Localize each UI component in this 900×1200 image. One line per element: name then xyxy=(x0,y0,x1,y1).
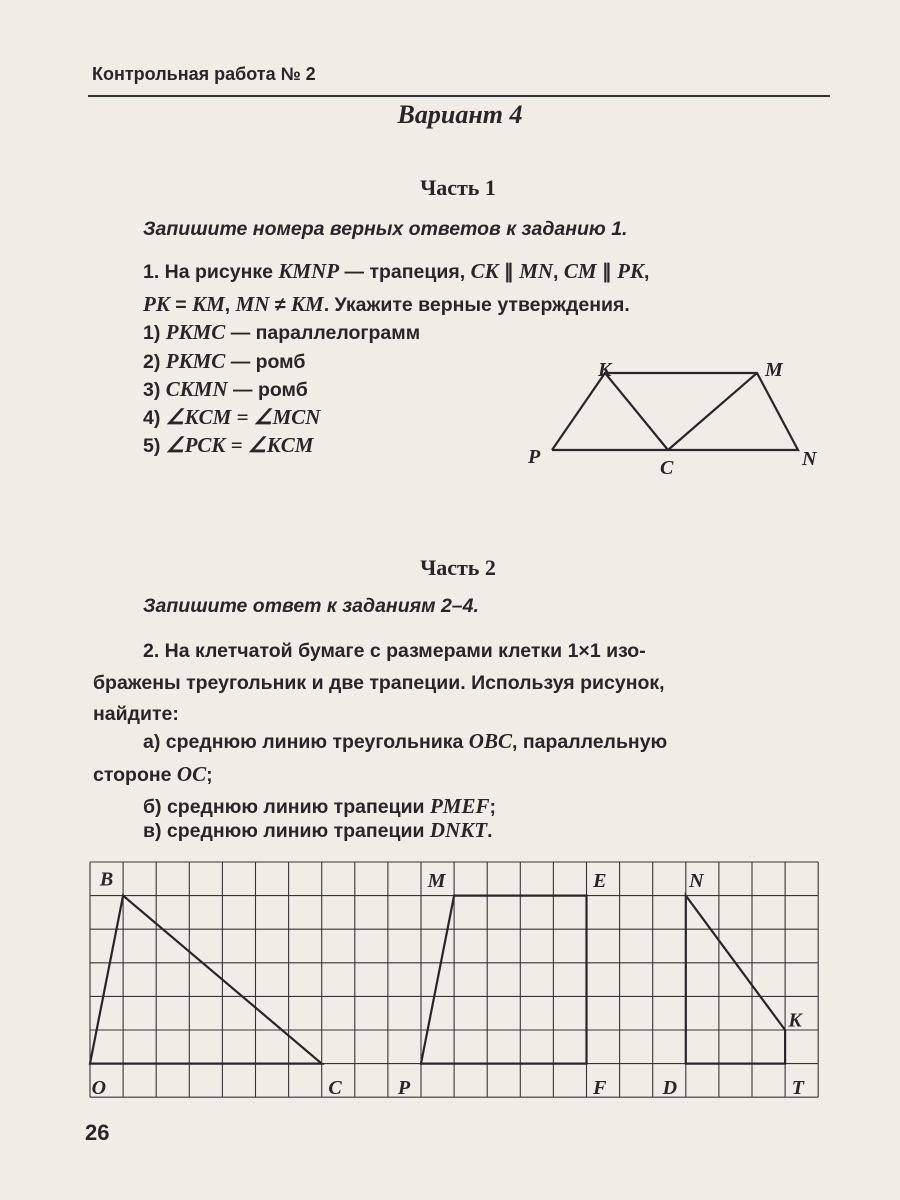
text-segment: — ромб xyxy=(225,351,306,373)
text-segment: ; xyxy=(489,796,496,818)
text-segment: в) среднюю линию трапеции xyxy=(143,820,430,842)
text-segment: = xyxy=(169,294,193,316)
grid-label-E: E xyxy=(593,870,607,893)
math-expression: DNKT xyxy=(429,818,488,842)
variant-title: Вариант 4 xyxy=(397,100,523,129)
text-segment: 3) xyxy=(143,379,166,401)
math-expression: KM xyxy=(291,292,324,316)
page-number: 26 xyxy=(85,1120,110,1145)
math-expression: OC xyxy=(176,762,207,786)
grid-label-D: D xyxy=(662,1076,678,1099)
text-segment: ≠ xyxy=(269,294,291,316)
part2-instruction: Запишите ответ к заданиям 2–4. xyxy=(143,595,479,617)
text-line xyxy=(93,762,213,787)
math-expression: CK xyxy=(470,259,499,283)
text-segment: 4) xyxy=(143,407,166,429)
label-P: P xyxy=(528,446,541,468)
trapezoid-PMEF xyxy=(421,896,587,1064)
text-line xyxy=(143,640,646,663)
text-segment: 1) xyxy=(143,322,166,344)
text-segment: — трапеция, xyxy=(339,261,471,283)
math-expression: PK xyxy=(617,259,644,283)
text-segment: ∥ xyxy=(596,261,618,283)
text-segment: . xyxy=(487,820,493,842)
trapezoid-lines xyxy=(552,373,798,450)
text-segment: ∥ xyxy=(498,261,520,283)
trapezoid-DNKT xyxy=(686,896,785,1064)
math-expression: CM xyxy=(563,259,597,283)
math-expression: MN xyxy=(235,292,270,316)
math-expression: CKMN xyxy=(165,377,228,401)
text-segment: , xyxy=(553,261,564,283)
grid-label-K: K xyxy=(788,1009,802,1032)
text-segment: — ромб xyxy=(227,379,308,401)
math-expression: OBC xyxy=(468,729,512,753)
math-expression: KMNP xyxy=(278,259,340,283)
grid-label-C: C xyxy=(328,1076,342,1099)
triangle-OBC xyxy=(90,896,322,1064)
text-segment: — параллелограмм xyxy=(225,322,421,344)
text-segment: стороне xyxy=(93,764,177,786)
grid-label-B: B xyxy=(99,868,114,891)
text-line xyxy=(93,703,179,726)
text-segment: 1. На рисунке xyxy=(143,261,279,283)
math-expression: ∠PCK = ∠KCM xyxy=(165,433,314,457)
math-expression: MN xyxy=(519,259,554,283)
text-line xyxy=(143,729,667,754)
label-N: N xyxy=(802,448,817,470)
math-expression: KM xyxy=(192,292,225,316)
text-segment: . Укажите верные утверждения. xyxy=(323,294,630,316)
math-expression: PMEF xyxy=(429,794,490,818)
text-segment: найдите: xyxy=(93,703,179,725)
math-expression: PK xyxy=(143,292,170,316)
text-segment: , xyxy=(644,261,650,283)
math-expression: PKMC xyxy=(165,320,226,344)
text-segment: 2) xyxy=(143,351,166,373)
part1-instruction: Запишите номера верных ответов к заданию 1. xyxy=(143,218,628,240)
text-segment: бражены треугольник и две трапеции. Используя рисунок, xyxy=(93,672,665,694)
grid-label-N: N xyxy=(689,870,704,893)
text-line xyxy=(93,672,665,695)
running-header: Контрольная работа № 2 xyxy=(92,64,316,84)
grid-label-P: P xyxy=(397,1076,411,1099)
label-K: K xyxy=(598,359,612,381)
text-segment: , параллельную xyxy=(511,731,668,753)
label-M: M xyxy=(765,359,783,381)
grid-label-M: M xyxy=(427,870,446,893)
text-line xyxy=(143,818,493,843)
text-segment: а) среднюю линию треугольника xyxy=(143,731,469,753)
grid-label-O: O xyxy=(91,1076,107,1099)
text-segment: ; xyxy=(206,764,213,786)
grid-label-F: F xyxy=(593,1076,607,1099)
math-expression: ∠KCM = ∠MCN xyxy=(165,405,321,429)
label-C: C xyxy=(660,457,674,479)
part1-title: Часть 1 xyxy=(420,175,496,200)
text-segment: 5) xyxy=(143,435,166,457)
grid-figures xyxy=(90,896,785,1064)
text-line xyxy=(143,794,496,819)
part2-title: Часть 2 xyxy=(420,555,496,580)
text-segment: б) среднюю линию трапеции xyxy=(143,796,430,818)
math-expression: PKMC xyxy=(165,349,226,373)
text-segment: 2. На клетчатой бумаге с размерами клетки 1×1 изо- xyxy=(143,640,646,662)
text-segment: , xyxy=(224,294,236,316)
grid-label-T: T xyxy=(791,1076,804,1099)
